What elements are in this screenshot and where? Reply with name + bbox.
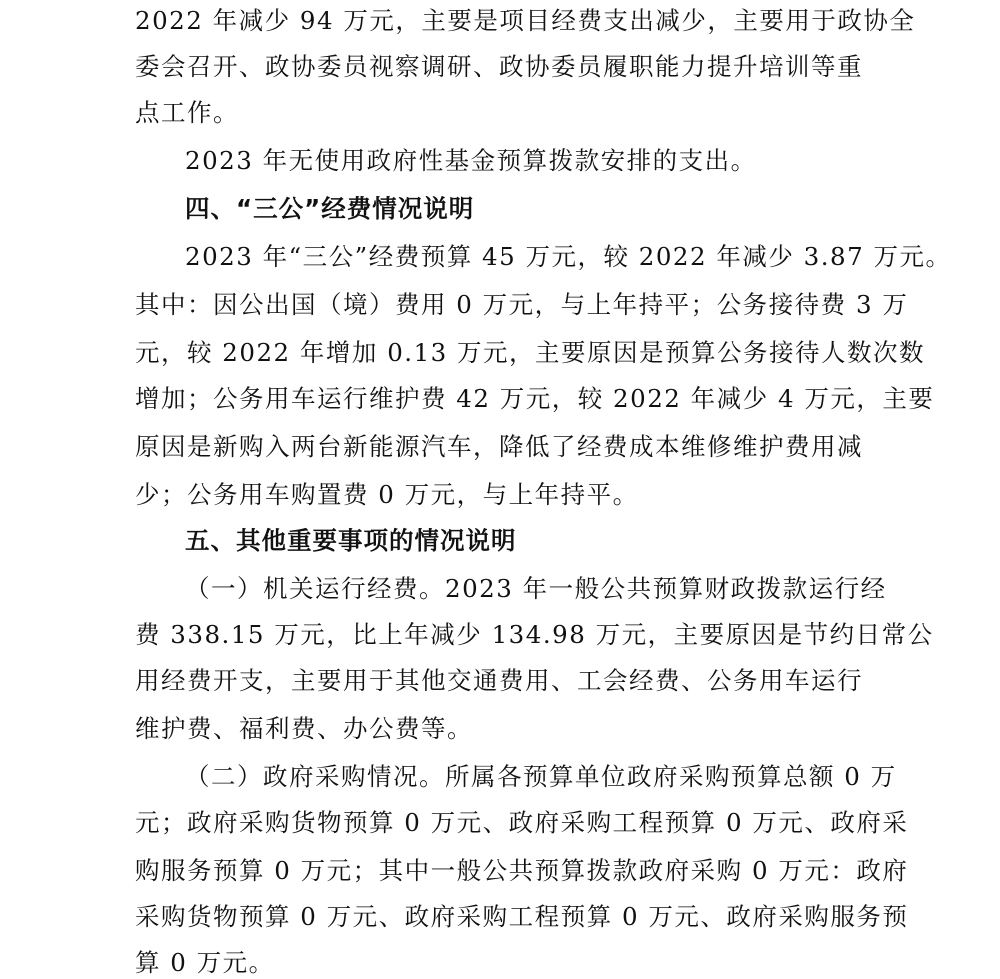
section-heading: 四、“三公”经费情况说明	[185, 194, 475, 223]
body-text-line: 原因是新购入两台新能源汽车，降低了经费成本维修维护费用减	[135, 432, 863, 461]
body-text-line: 委会召开、政协委员视察调研、政协委员履职能力提升培训等重	[135, 52, 863, 81]
section-heading: 五、其他重要事项的情况说明	[185, 526, 517, 555]
body-text-line: 用经费开支，主要用于其他交通费用、工会经费、公务用车运行	[135, 666, 863, 695]
body-text-line: 增加；公务用车运行维护费 42 万元，较 2022 年减少 4 万元，主要	[135, 384, 935, 413]
body-text-line: 点工作。	[135, 98, 239, 127]
body-text-line: 2023 年无使用政府性基金预算拨款安排的支出。	[185, 146, 757, 175]
body-text-line: 元，较 2022 年增加 0.13 万元，主要原因是预算公务接待人数次数	[135, 338, 926, 367]
body-text-line: 2022 年减少 94 万元，主要是项目经费支出减少，主要用于政协全	[135, 6, 916, 35]
body-text-line: （二）政府采购情况。所属各预算单位政府采购预算总额 0 万	[185, 762, 897, 791]
body-text-line: 采购货物预算 0 万元、政府采购工程预算 0 万元、政府采购服务预	[135, 902, 909, 931]
body-text-line: 维护费、福利费、办公费等。	[135, 714, 473, 743]
body-text-line: 费 338.15 万元，比上年减少 134.98 万元，主要原因是节约日常公	[135, 620, 934, 649]
body-text-line: 算 0 万元。	[135, 948, 275, 977]
body-text-line: 购服务预算 0 万元；其中一般公共预算拨款政府采购 0 万元：政府	[135, 856, 909, 885]
body-text-line: （一）机关运行经费。2023 年一般公共预算财政拨款运行经	[185, 574, 887, 603]
body-text-line: 元；政府采购货物预算 0 万元、政府采购工程预算 0 万元、政府采	[135, 808, 909, 837]
body-text-line: 2023 年“三公”经费预算 45 万元，较 2022 年减少 3.87 万元。	[185, 242, 952, 271]
body-text-line: 其中：因公出国（境）费用 0 万元，与上年持平；公务接待费 3 万	[135, 290, 909, 319]
body-text-line: 少；公务用车购置费 0 万元，与上年持平。	[135, 480, 639, 509]
